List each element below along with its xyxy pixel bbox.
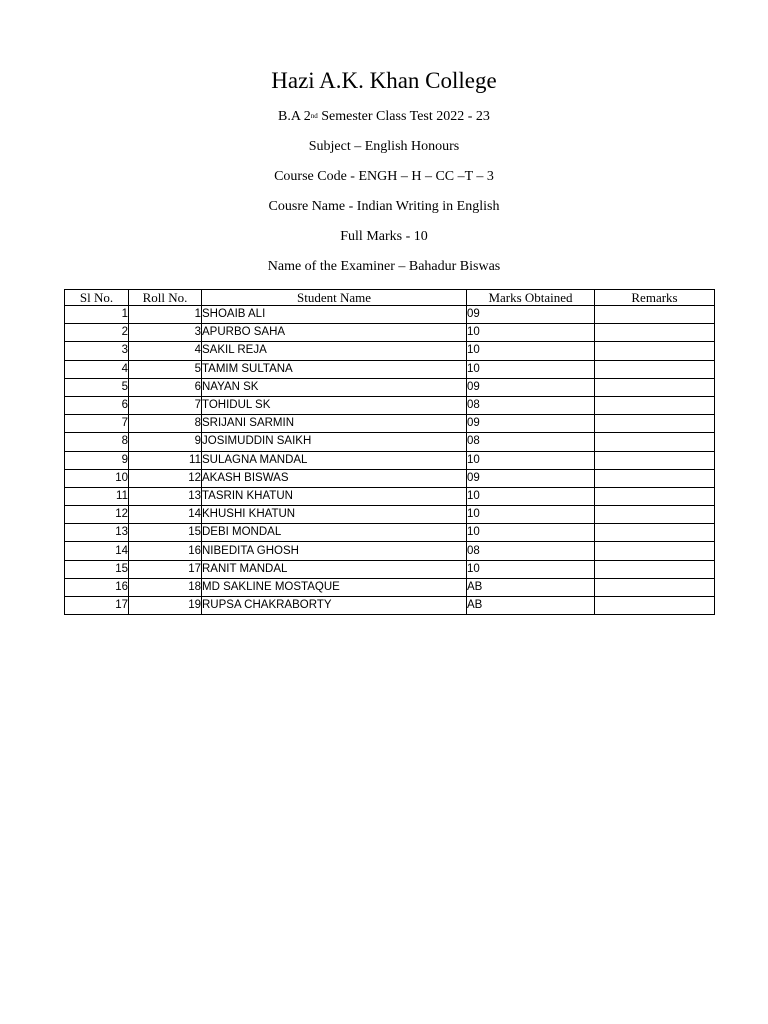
- cell-sl-no: 14: [65, 542, 129, 560]
- cell-marks-obtained: 10: [467, 360, 595, 378]
- cell-marks-obtained: 10: [467, 524, 595, 542]
- cell-remarks: [595, 396, 715, 414]
- cell-student-name: AKASH BISWAS: [202, 469, 467, 487]
- cell-sl-no: 6: [65, 396, 129, 414]
- cell-sl-no: 13: [65, 524, 129, 542]
- course-name-line: Cousre Name - Indian Writing in English: [268, 199, 500, 214]
- column-header-student-name: Student Name: [202, 290, 467, 306]
- cell-student-name: DEBI MONDAL: [202, 524, 467, 542]
- cell-student-name: RANIT MANDAL: [202, 560, 467, 578]
- cell-sl-no: 17: [65, 597, 129, 615]
- table-row: [65, 542, 715, 560]
- cell-roll-no: 16: [129, 542, 202, 560]
- table-row: [65, 306, 715, 324]
- cell-roll-no: 18: [129, 578, 202, 596]
- cell-roll-no: 19: [129, 597, 202, 615]
- cell-roll-no: 12: [129, 469, 202, 487]
- college-title: Hazi A.K. Khan College: [271, 68, 497, 93]
- cell-remarks: [595, 487, 715, 505]
- cell-student-name: MD SAKLINE MOSTAQUE: [202, 578, 467, 596]
- column-header-marks-obtained: Marks Obtained: [467, 290, 595, 306]
- cell-roll-no: 6: [129, 378, 202, 396]
- cell-marks-obtained: 09: [467, 469, 595, 487]
- table-row: [65, 415, 715, 433]
- cell-student-name: TOHIDUL SK: [202, 396, 467, 414]
- cell-student-name: APURBO SAHA: [202, 324, 467, 342]
- table-row: [65, 451, 715, 469]
- cell-remarks: [595, 306, 715, 324]
- column-header-sl-no: Sl No.: [65, 290, 129, 306]
- cell-remarks: [595, 415, 715, 433]
- cell-marks-obtained: 09: [467, 415, 595, 433]
- table-row: [65, 469, 715, 487]
- cell-remarks: [595, 542, 715, 560]
- cell-sl-no: 16: [65, 578, 129, 596]
- cell-roll-no: 17: [129, 560, 202, 578]
- cell-student-name: RUPSA CHAKRABORTY: [202, 597, 467, 615]
- subject-line: Subject – English Honours: [308, 139, 460, 154]
- column-header-roll-no: Roll No.: [129, 290, 202, 306]
- results-table: [64, 289, 715, 615]
- cell-marks-obtained: 10: [467, 487, 595, 505]
- cell-sl-no: 8: [65, 433, 129, 451]
- cell-remarks: [595, 597, 715, 615]
- cell-remarks: [595, 578, 715, 596]
- exam-title-superscript: nd: [310, 112, 318, 120]
- cell-sl-no: 2: [65, 324, 129, 342]
- cell-marks-obtained: 09: [467, 378, 595, 396]
- cell-roll-no: 1: [129, 306, 202, 324]
- table-row: [65, 396, 715, 414]
- full-marks-line: Full Marks - 10: [340, 229, 428, 244]
- cell-sl-no: 4: [65, 360, 129, 378]
- cell-sl-no: 10: [65, 469, 129, 487]
- cell-student-name: TAMIM SULTANA: [202, 360, 467, 378]
- cell-remarks: [595, 560, 715, 578]
- cell-marks-obtained: 08: [467, 542, 595, 560]
- table-row: [65, 324, 715, 342]
- cell-remarks: [595, 433, 715, 451]
- cell-remarks: [595, 378, 715, 396]
- table-row: [65, 524, 715, 542]
- cell-student-name: SRIJANI SARMIN: [202, 415, 467, 433]
- cell-sl-no: 7: [65, 415, 129, 433]
- table-row: [65, 578, 715, 596]
- cell-roll-no: 8: [129, 415, 202, 433]
- cell-roll-no: 3: [129, 324, 202, 342]
- cell-marks-obtained: 10: [467, 342, 595, 360]
- cell-roll-no: 15: [129, 524, 202, 542]
- cell-sl-no: 5: [65, 378, 129, 396]
- table-row: [65, 433, 715, 451]
- cell-roll-no: 7: [129, 396, 202, 414]
- table-row: [65, 597, 715, 615]
- cell-roll-no: 13: [129, 487, 202, 505]
- cell-marks-obtained: 08: [467, 433, 595, 451]
- cell-sl-no: 9: [65, 451, 129, 469]
- exam-title-prefix: B.A 2: [278, 109, 311, 124]
- course-code-line: Course Code - ENGH – H – CC –T – 3: [274, 169, 494, 184]
- cell-sl-no: 12: [65, 506, 129, 524]
- cell-sl-no: 11: [65, 487, 129, 505]
- cell-marks-obtained: AB: [467, 597, 595, 615]
- cell-marks-obtained: 10: [467, 451, 595, 469]
- cell-remarks: [595, 360, 715, 378]
- cell-student-name: NAYAN SK: [202, 378, 467, 396]
- table-row: [65, 506, 715, 524]
- cell-roll-no: 5: [129, 360, 202, 378]
- examiner-line: Name of the Examiner – Bahadur Biswas: [267, 259, 501, 274]
- cell-student-name: SULAGNA MANDAL: [202, 451, 467, 469]
- table-header-row: [65, 290, 715, 306]
- cell-student-name: NIBEDITA GHOSH: [202, 542, 467, 560]
- cell-remarks: [595, 524, 715, 542]
- cell-marks-obtained: 10: [467, 560, 595, 578]
- cell-student-name: TASRIN KHATUN: [202, 487, 467, 505]
- cell-sl-no: 3: [65, 342, 129, 360]
- cell-student-name: SHOAIB ALI: [202, 306, 467, 324]
- cell-marks-obtained: 08: [467, 396, 595, 414]
- cell-roll-no: 9: [129, 433, 202, 451]
- table-row: [65, 378, 715, 396]
- table-row: [65, 360, 715, 378]
- cell-roll-no: 4: [129, 342, 202, 360]
- table-row: [65, 342, 715, 360]
- cell-marks-obtained: 10: [467, 324, 595, 342]
- cell-student-name: KHUSHI KHATUN: [202, 506, 467, 524]
- cell-sl-no: 15: [65, 560, 129, 578]
- cell-marks-obtained: 10: [467, 506, 595, 524]
- table-row: [65, 560, 715, 578]
- results-table-body: [65, 306, 715, 615]
- cell-sl-no: 1: [65, 306, 129, 324]
- table-row: [65, 487, 715, 505]
- cell-marks-obtained: AB: [467, 578, 595, 596]
- cell-student-name: SAKIL REJA: [202, 342, 467, 360]
- cell-remarks: [595, 451, 715, 469]
- exam-title-suffix: Semester Class Test 2022 - 23: [317, 109, 490, 124]
- column-header-remarks: Remarks: [595, 290, 715, 306]
- exam-title: [0, 108, 768, 126]
- cell-roll-no: 11: [129, 451, 202, 469]
- cell-remarks: [595, 342, 715, 360]
- cell-marks-obtained: 09: [467, 306, 595, 324]
- cell-student-name: JOSIMUDDIN SAIKH: [202, 433, 467, 451]
- cell-remarks: [595, 324, 715, 342]
- cell-roll-no: 14: [129, 506, 202, 524]
- cell-remarks: [595, 469, 715, 487]
- cell-remarks: [595, 506, 715, 524]
